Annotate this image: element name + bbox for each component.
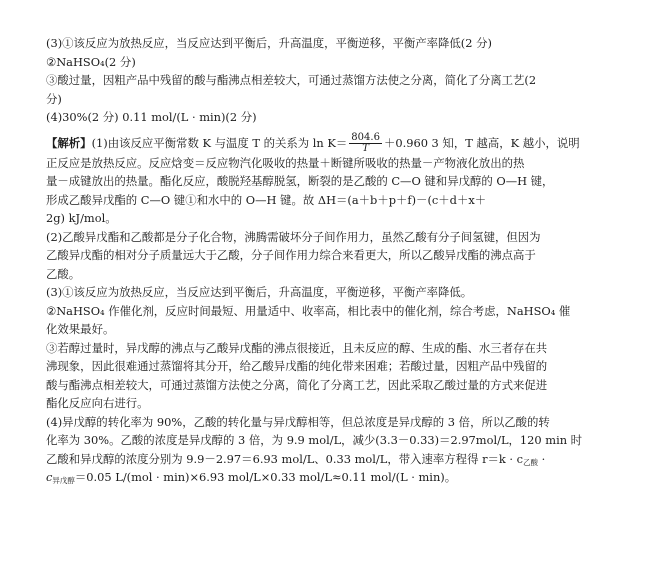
analysis-line-15: 酯化反应向右进行。 — [46, 396, 149, 410]
analysis-line-9: (3)①该反应为放热反应，当反应达到平衡后，升高温度，平衡逆移，平衡产率降低。 — [46, 285, 473, 299]
answer-line-4: 分) — [46, 91, 62, 106]
answer-line-3: ③酸过量，因粗产品中残留的酸与酯沸点相差较大，可通过蒸馏方法使之分离，简化了分离工艺(2 — [46, 73, 537, 87]
analysis-line-3: 量－成键放出的热量。酯化反应，酸脱羟基醇脱氢，断裂的是乙酸的 C—O 键和异戊醇的 O—H 键， — [46, 174, 554, 188]
analysis-line-11: 化效果最好。 — [46, 322, 115, 336]
analysis-line-17: 化率为 30%。乙酸的浓度是异戊醇的 3 倍，为 9.9 mol/L，减少(3.3－0.33)＝2.97mol/L，120 min 时 — [46, 433, 583, 447]
analysis-line-1-a: (1)由该反应平衡常数 K 与温度 T 的关系为 ln K＝ — [91, 135, 348, 150]
analysis-line-14: 酸与酯沸点相差较大，可通过蒸馏方法使之分离，简化了分离工艺，因此采取乙酸过量的方式来促进 — [46, 377, 548, 392]
analysis-line-13: 沸现象，因此很难通过蒸馏将其分开，给乙酸异戊酯的纯化带来困难；若酸过量，因粗产品中残留的 — [46, 359, 548, 373]
fraction-numerator: 804.6 — [351, 132, 380, 143]
analysis-line-4: 形成乙酸异戊酯的 C—O 键①和水中的 O—H 键。故 ΔH＝(a＋b＋p＋f)－(c＋d＋x＋ — [46, 192, 487, 207]
analysis-line-18-b: · — [538, 451, 546, 466]
answer-section — [46, 34, 624, 127]
analysis-line-7: 乙酸异戊酯的相对分子质量远大于乙酸，分子间作用力综合来看更大，所以乙酸异戊酯的沸点高于 — [46, 248, 536, 262]
analysis-line-12: ③若醇过量时，异戊醇的沸点与乙酸异戊酯的沸点很接近，且未反应的醇、生成的酯、水三者存在共 — [46, 340, 548, 355]
analysis-line-5: 2g) kJ/mol。 — [46, 211, 117, 225]
analysis-line-10: ②NaHSO₄ 作催化剂，反应时间最短、用量适中、收率高，相比表中的催化剂，综合考虑，NaHSO₄ 催 — [46, 303, 571, 318]
subscript-acetic-acid: 乙酸 — [523, 457, 539, 467]
answer-line-5: (4)30%(2 分) 0.11 mol/(L · min)(2 分) — [46, 110, 257, 124]
analysis-line-19-a: c — [46, 470, 53, 484]
analysis-line-19-b: ＝0.05 L/(mol · min)×6.93 mol/L×0.33 mol/L≈0.11 mol/(L · min)。 — [74, 470, 457, 484]
analysis-line-18 — [46, 450, 624, 469]
answer-line-2: ②NaHSO₄(2 分) — [46, 54, 136, 69]
analysis-line-18-a: 乙酸和异戊醇的浓度分别为 9.9－2.97＝6.93 mol/L、0.33 mol/L，带入速率方程得 r＝k · c — [46, 451, 524, 466]
analysis-line-1-b: ＋0.960 3 知，T 越高，K 越小，说明 — [383, 135, 580, 150]
analysis-tag: 【解析】 — [46, 135, 92, 150]
analysis-line-2: 正反应是放热反应。反应焓变＝反应物汽化吸收的热量＋断键所吸收的热量－产物液化放出的热 — [46, 155, 525, 170]
analysis-line-8: 乙酸。 — [46, 266, 81, 281]
analysis-section — [46, 132, 624, 487]
subscript-isoamyl-alcohol: 异戊醇 — [52, 476, 75, 485]
analysis-line-19 — [46, 468, 624, 487]
answer-line-1: (3)①该反应为放热反应，当反应达到平衡后，升高温度，平衡逆移，平衡产率降低(2 分) — [46, 36, 492, 50]
equation-fraction — [349, 133, 382, 154]
analysis-line-1 — [46, 132, 624, 154]
analysis-line-16: (4)异戊醇的转化率为 90%，乙酸的转化量与异戊醇相等，但总浓度是异戊醇的 3 倍，所以乙酸的转 — [46, 414, 550, 429]
fraction-denominator: T — [362, 143, 369, 154]
analysis-line-6: (2)乙酸异戊酯和乙酸都是分子化合物，沸腾需破坏分子间作用力，虽然乙酸有分子间氢键，但因为 — [46, 229, 541, 244]
